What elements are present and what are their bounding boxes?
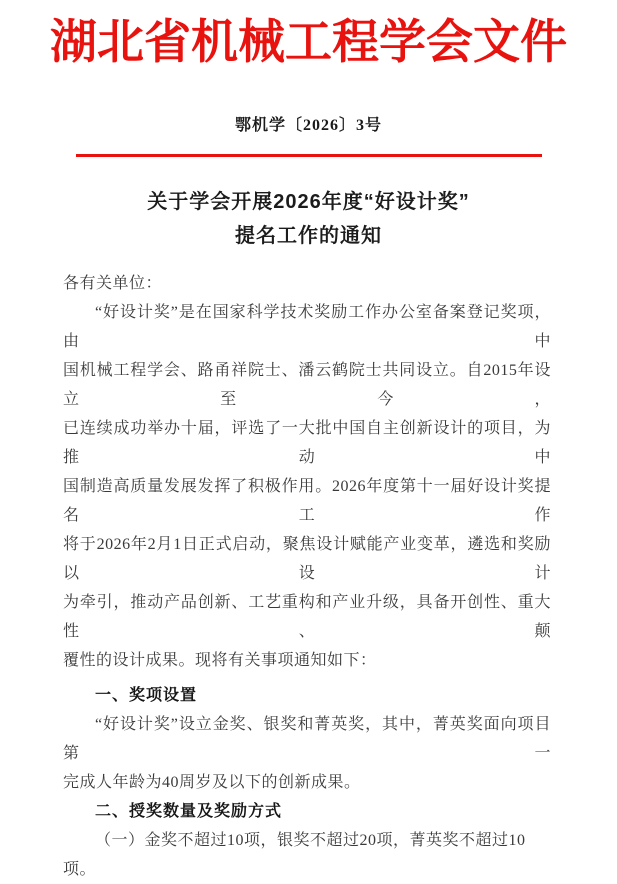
salutation: 各有关单位： bbox=[63, 275, 163, 292]
notice-title-line2: 提名工作的通知 bbox=[235, 225, 382, 247]
section1-line: “好设计奖”设立金奖、银奖和菁英奖，其中，菁英奖面向项目第一 bbox=[63, 716, 551, 762]
official-document-page bbox=[0, 12, 617, 878]
intro-paragraph-line: 已连续成功举办十届，评选了一大批中国自主创新设计的项目，为推动中 bbox=[63, 420, 551, 466]
intro-paragraph-line: 覆性的设计成果。现将有关事项通知如下： bbox=[63, 652, 377, 669]
section2-line: （一）金奖不超过10项，银奖不超过20项，菁英奖不超过10项。 bbox=[63, 832, 526, 878]
section1-heading: 一、奖项设置 bbox=[95, 687, 198, 704]
notice-body bbox=[0, 269, 617, 884]
intro-paragraph-line: 国机械工程学会、路甬祥院士、潘云鹤院士共同设立。自2015年设立至今， bbox=[63, 362, 551, 408]
section2-heading: 二、授奖数量及奖励方式 bbox=[95, 803, 283, 820]
intro-paragraph-line: 将于2026年2月1日正式启动，聚焦设计赋能产业变革，遴选和奖励以设计 bbox=[63, 536, 551, 582]
letterhead-divider-line bbox=[76, 154, 542, 157]
intro-paragraph-line: 国制造高质量发展发挥了积极作用。2026年度第十一届好设计奖提名工作 bbox=[63, 478, 551, 524]
notice-title-line1: 关于学会开展2026年度“好设计奖” bbox=[147, 191, 470, 213]
document-reference-number: 鄂机学〔2026〕3号 bbox=[234, 117, 382, 134]
intro-paragraph-line: 为牵引，推动产品创新、工艺重构和产业升级，具备开创性、重大性、颠 bbox=[63, 594, 551, 640]
notice-title bbox=[0, 185, 617, 253]
intro-paragraph-line: “好设计奖”是在国家科学技术奖励工作办公室备案登记奖项，由中 bbox=[63, 304, 551, 350]
letterhead-org-title: 湖北省机械工程学会文件 bbox=[50, 17, 567, 69]
section1-line: 完成人年龄为40周岁及以下的创新成果。 bbox=[63, 774, 361, 791]
